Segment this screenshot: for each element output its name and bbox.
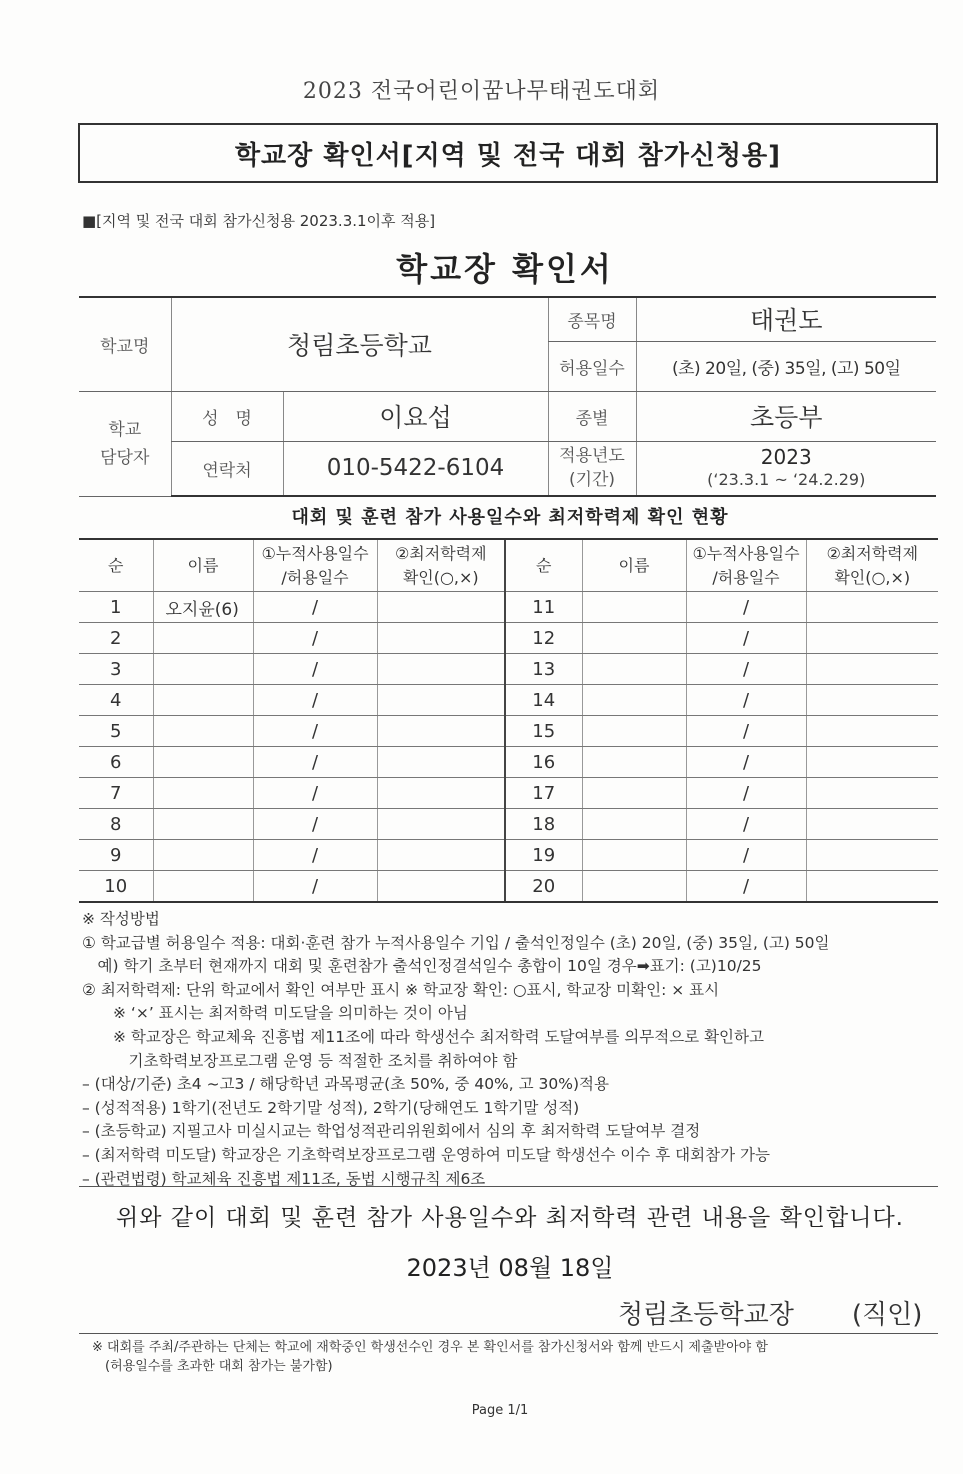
row-name-2 [582, 716, 686, 747]
document-title-box [78, 123, 938, 183]
row-check-2 [806, 592, 938, 623]
school-value: 청림초등학교 [171, 297, 548, 391]
row-days: / [253, 654, 377, 685]
row-name [153, 840, 253, 871]
table-row [79, 747, 938, 778]
row-no: 1 [79, 592, 153, 623]
row-name-2 [582, 654, 686, 685]
row-no-2: 12 [505, 623, 582, 654]
row-no: 4 [79, 685, 153, 716]
row-no-2: 15 [505, 716, 582, 747]
row-check [377, 871, 505, 903]
event-title: 2023 전국어린이꿈나무태권도대회 [302, 79, 661, 104]
col-days-header: ①누적사용일수 /허용일수 [253, 539, 377, 592]
row-no-2: 18 [505, 809, 582, 840]
row-no-2: 20 [505, 871, 582, 903]
row-name-2 [582, 809, 686, 840]
row-check [377, 685, 505, 716]
name-label: 성 명 [171, 391, 283, 441]
table-row [79, 592, 938, 623]
row-days: / [253, 716, 377, 747]
row-no: 3 [79, 654, 153, 685]
guide-line: – (관련법령) 학교체육 진흥법 제11조, 동법 시행규칙 제6조 [82, 1169, 486, 1188]
year-period: (‘23.3.1 ~ ‘24.2.29) [707, 470, 866, 490]
row-no: 2 [79, 623, 153, 654]
row-days: / [253, 685, 377, 716]
table-row [79, 623, 938, 654]
year-value: 2023 [760, 445, 812, 470]
row-no-2: 13 [505, 654, 582, 685]
row-check-2 [806, 840, 938, 871]
row-check-2 [806, 871, 938, 903]
row-check-2 [806, 747, 938, 778]
row-check [377, 623, 505, 654]
guide-line: 예) 학기 초부터 현재까지 대회 및 훈련참가 출석인정결석일수 총합이 10일 경우➡표기: (고)10/25 [82, 957, 762, 976]
row-check-2 [806, 716, 938, 747]
row-name-2 [582, 592, 686, 623]
col-no-header: 순 [79, 539, 153, 592]
main-title: 학교장 확인서 [396, 250, 614, 288]
row-name-2 [582, 685, 686, 716]
guide-line: – (성적적용) 1학기(전년도 2학기말 성적), 2학기(당해연도 1학기말 성적) [82, 1098, 580, 1117]
guide-line: ※ ‘×’ 표시는 최저학력 미도달을 의미하는 것이 아님 [82, 1004, 468, 1023]
category-value: 초등부 [636, 391, 936, 441]
row-name [153, 623, 253, 654]
row-days: / [253, 840, 377, 871]
row-name [153, 654, 253, 685]
col-name-header: 이름 [153, 539, 253, 592]
row-days: / [253, 623, 377, 654]
row-days-2: / [686, 592, 806, 623]
row-name [153, 809, 253, 840]
info-table [79, 296, 936, 497]
issue-date: 2023년 08월 18일 [406, 1254, 614, 1282]
row-no-2: 14 [505, 685, 582, 716]
manager-label: 학교 담당자 [79, 391, 171, 496]
table-row [79, 716, 938, 747]
school-label: 학교명 [79, 297, 171, 391]
row-days-2: / [686, 716, 806, 747]
table-row [79, 871, 938, 903]
row-no: 6 [79, 747, 153, 778]
contact-label: 연락처 [171, 441, 283, 496]
row-days: / [253, 778, 377, 809]
row-name [153, 747, 253, 778]
contact-value: 010-5422-6104 [283, 441, 548, 496]
guide-line: ※ 학교장은 학교체육 진흥법 제11조에 따라 학생선수 최저학력 도달여부를 의무적으로 확인하고 [82, 1027, 764, 1046]
row-name-2 [582, 840, 686, 871]
row-check [377, 716, 505, 747]
principal-name: 청림초등학교장 [618, 1300, 794, 1330]
footer-divider [79, 1333, 938, 1334]
col-name-header-2: 이름 [582, 539, 686, 592]
confirmation-statement: 위와 같이 대회 및 훈련 참가 사용일수와 최저학력 관련 내용을 확인합니다. [116, 1205, 904, 1231]
row-check [377, 747, 505, 778]
row-no-2: 16 [505, 747, 582, 778]
sport-label: 종목명 [548, 297, 636, 341]
row-days-2: / [686, 809, 806, 840]
principal-signature [618, 1294, 922, 1331]
row-check [377, 809, 505, 840]
guide-line: 기초학력보장프로그램 운영 등 적절한 조치를 취하여야 함 [82, 1051, 518, 1070]
row-days: / [253, 747, 377, 778]
row-check-2 [806, 685, 938, 716]
row-name-2 [582, 778, 686, 809]
row-name: 오지윤(6) [153, 592, 253, 623]
col-check-header-2: ②최저학력제 확인(○,×) [806, 539, 938, 592]
table-row [79, 809, 938, 840]
row-days-2: / [686, 654, 806, 685]
row-days-2: / [686, 623, 806, 654]
col-check-header: ②최저학력제 확인(○,×) [377, 539, 505, 592]
category-label: 종별 [548, 391, 636, 441]
row-days-2: / [686, 685, 806, 716]
apply-note: ■[지역 및 전국 대회 참가신청용 2023.3.1이후 적용] [82, 212, 436, 230]
allowed-days-value: (초) 20일, (중) 35일, (고) 50일 [636, 341, 936, 391]
divider [79, 1186, 938, 1187]
year-cell [636, 441, 936, 496]
row-name [153, 716, 253, 747]
row-no: 8 [79, 809, 153, 840]
page-number: Page 1/1 [471, 1403, 529, 1418]
row-no: 9 [79, 840, 153, 871]
row-name [153, 685, 253, 716]
row-name-2 [582, 871, 686, 903]
guide-line: – (최저학력 미도달) 학교장은 기초학력보장프로그램 운영하여 미도달 학생선수 이수 후 대회참가 가능 [82, 1145, 770, 1164]
row-name [153, 778, 253, 809]
table-row [79, 685, 938, 716]
row-days: / [253, 592, 377, 623]
row-no: 10 [79, 871, 153, 903]
row-days: / [253, 871, 377, 903]
row-check-2 [806, 778, 938, 809]
document-title: 학교장 확인서[지역 및 전국 대회 참가신청용] [234, 140, 782, 171]
row-check [377, 840, 505, 871]
table-row [79, 654, 938, 685]
row-check [377, 654, 505, 685]
row-days-2: / [686, 840, 806, 871]
allowed-days-label: 허용일수 [548, 341, 636, 391]
writing-guide [82, 908, 942, 1191]
col-days-header-2: ①누적사용일수 /허용일수 [686, 539, 806, 592]
guide-line: – (대상/기준) 초4 ~고3 / 해당학년 과목평균(초 50%, 중 40%, 고 30%)적용 [82, 1075, 609, 1094]
table-row [79, 840, 938, 871]
row-days: / [253, 809, 377, 840]
row-name [153, 871, 253, 903]
row-no: 7 [79, 778, 153, 809]
year-label: 적용년도 (기간) [548, 441, 636, 496]
official-seal: (직인) [851, 1300, 923, 1330]
col-no-header-2: 순 [505, 539, 582, 592]
row-no-2: 17 [505, 778, 582, 809]
row-check-2 [806, 623, 938, 654]
row-check-2 [806, 654, 938, 685]
table-header-row [79, 539, 938, 592]
guide-line: ※ 작성방법 [82, 910, 160, 928]
row-no-2: 11 [505, 592, 582, 623]
guide-line: – (초등학교) 지필고사 미실시교는 학업성적관리위원회에서 심의 후 최저학력 도달여부 결정 [82, 1122, 701, 1141]
sport-value: 태권도 [636, 297, 936, 341]
footer-note [92, 1338, 942, 1376]
row-days-2: / [686, 747, 806, 778]
guide-line: ② 최저학력제: 단위 학교에서 확인 여부만 표시 ※ 학교장 확인: ○표시, 학교장 미확인: × 표시 [82, 980, 720, 999]
footer-line: ※ 대회를 주최/주관하는 단체는 학교에 재학중인 학생선수인 경우 본 확인서를 참가신청서와 함께 반드시 제출받아야 함 [92, 1340, 768, 1355]
row-check [377, 592, 505, 623]
usage-table [79, 538, 938, 903]
status-title: 대회 및 훈련 참가 사용일수와 최저학력제 확인 현황 [291, 507, 729, 528]
row-no: 5 [79, 716, 153, 747]
row-days-2: / [686, 778, 806, 809]
row-name-2 [582, 623, 686, 654]
row-check-2 [806, 809, 938, 840]
row-no-2: 19 [505, 840, 582, 871]
footer-line: (허용일수를 초과한 대회 참가는 불가함) [92, 1359, 333, 1374]
row-days-2: / [686, 871, 806, 903]
table-row [79, 778, 938, 809]
name-value: 이요섭 [283, 391, 548, 441]
guide-line: ① 학교급별 허용일수 적용: 대회·훈련 참가 누적사용일수 기입 / 출석인정일수 (초) 20일, (중) 35일, (고) 50일 [82, 933, 830, 952]
row-check [377, 778, 505, 809]
row-name-2 [582, 747, 686, 778]
